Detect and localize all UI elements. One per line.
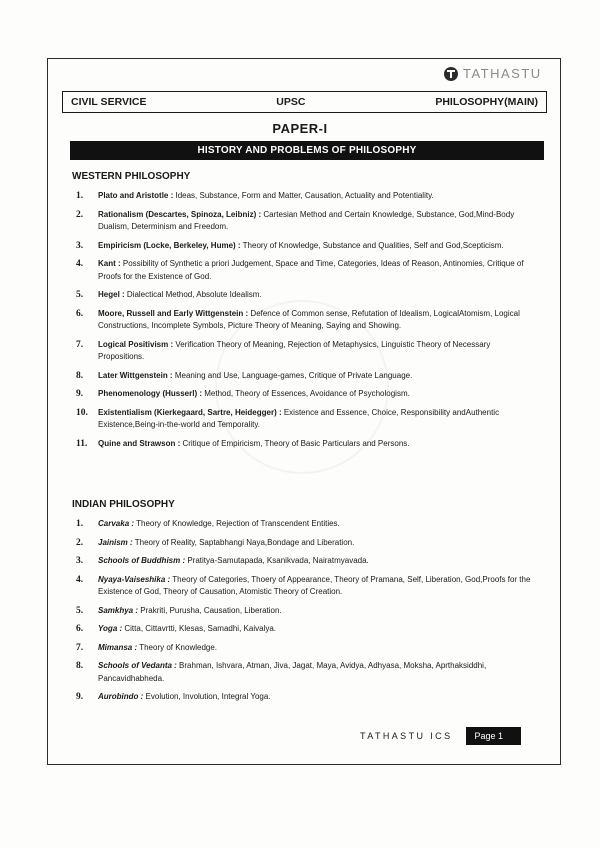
item-number: 9. (76, 389, 84, 399)
indian-list-item (76, 574, 538, 599)
western-heading: WESTERN PHILOSOPHY (72, 171, 191, 182)
item-description: Possibility of Synthetic a priori Judgement, Space and Time, Categories, Ideas of Reason, Antinomies, Critique of Proofs for the Existence of God. (98, 259, 524, 281)
western-list-item (76, 190, 538, 203)
indian-list (76, 518, 538, 710)
item-body (98, 289, 538, 302)
item-description: Theory of Categories, Thoery of Appearance, Theory of Pramana, Self, Liberation, God,Proofs for the Existence of God, Theory of Causation, Atomistic Theory of Creation. (98, 574, 531, 596)
item-number: 1. (76, 191, 84, 201)
item-term: Existentialism (Kierkegaard, Sartre, Heidegger) : (98, 407, 282, 417)
indian-list-item (76, 660, 538, 685)
header-center: UPSC (276, 96, 306, 108)
item-term: Hegel : (98, 290, 125, 299)
item-description: Brahman, Ishvara, Atman, Jiva, Jagat, Maya, Avidya, Adhyasa, Moksha, Aprthaksiddhi, Pancavidhabheda. (98, 661, 487, 683)
item-description: Theory of Reality, Saptabhangi Naya,Bondage and Liberation. (132, 537, 355, 547)
western-list-item (76, 240, 538, 253)
item-body (98, 308, 538, 333)
item-number: 7. (76, 642, 84, 653)
item-term: Kant : (98, 259, 121, 268)
western-list-item (76, 407, 538, 432)
item-body (98, 258, 538, 283)
item-description: Cartesian Method and Certain Knowledge, Substance, God,Mind-Body Dualism, Determinism and Freedom. (98, 209, 515, 231)
indian-list-item (76, 518, 538, 531)
item-description: Prakriti, Purusha, Causation, Liberation. (138, 605, 282, 615)
item-description: Theory of Knowledge, Rejection of Transcendent Entities. (134, 519, 340, 528)
western-list-item (76, 370, 538, 383)
item-term: Quine and Strawson : (98, 438, 181, 448)
item-number: 7. (76, 339, 84, 350)
item-description: Citta, Cittavrtti, Klesas, Samadhi, Kaivalya. (122, 624, 276, 633)
header-right: PHILOSOPHY(MAIN) (435, 96, 538, 108)
indian-list-item (76, 642, 538, 655)
header-bar (62, 91, 547, 113)
item-number: 5. (76, 290, 84, 300)
item-number: 3. (76, 556, 84, 566)
western-list-item (76, 289, 538, 302)
item-description: Dialectical Method, Absolute Idealism. (124, 290, 262, 299)
item-term: Mimansa : (98, 642, 138, 652)
item-body (98, 660, 538, 685)
footer-brand: TATHASTU ICS (360, 731, 453, 741)
item-number: 6. (76, 308, 84, 319)
item-description: Defence of Common sense, Refutation of Idealism, LogicalAtomism, Logical Constructions, Incomplete Symbols, Picture Theory of Meaning, Saying and Showing. (98, 308, 520, 330)
item-number: 4. (76, 259, 84, 269)
item-number: 8. (76, 370, 84, 381)
item-term: Jainism : (98, 537, 133, 547)
item-number: 2. (76, 209, 84, 220)
item-number: 10. (76, 407, 88, 418)
item-body (98, 574, 538, 599)
item-number: 6. (76, 624, 84, 634)
item-number: 8. (76, 661, 84, 671)
item-term: Aurobindo : (98, 692, 144, 701)
indian-heading: INDIAN PHILOSOPHY (72, 499, 175, 510)
paper-title: PAPER-I (272, 121, 328, 136)
item-description: Existence and Essence, Choice, Responsibility andAuthentic Existence,Being-in-the-world and Temporality. (98, 407, 500, 429)
item-body (98, 240, 538, 253)
item-description: Meaning and Use, Language-games, Critique of Private Language. (172, 370, 413, 380)
indian-list-item (76, 555, 538, 568)
item-term: Samkhya : (98, 605, 139, 615)
item-body (98, 537, 538, 550)
indian-list-item (76, 623, 538, 636)
item-term: Logical Positivism : (98, 339, 174, 349)
item-body (98, 407, 538, 432)
item-body (98, 605, 538, 618)
item-description: Ideas, Substance, Form and Matter, Causation, Actuality and Potentiality. (173, 191, 434, 200)
footer (360, 727, 521, 745)
item-term: Empiricism (Locke, Berkeley, Hume) : (98, 240, 241, 250)
item-body (98, 555, 538, 568)
item-number: 2. (76, 537, 84, 548)
item-body (98, 691, 538, 704)
brand-logo (444, 66, 542, 81)
item-term: Moore, Russell and Early Wittgenstein : (98, 308, 249, 318)
tathastu-logo-icon (444, 67, 458, 81)
item-body (98, 190, 538, 203)
item-body (98, 339, 538, 364)
item-number: 5. (76, 605, 84, 616)
item-description: Pratitya-Samutapada, Ksanikvada, Nairatmyavada. (185, 556, 369, 565)
indian-list-item (76, 537, 538, 550)
item-number: 11. (76, 438, 88, 449)
item-number: 4. (76, 574, 84, 585)
item-body (98, 370, 538, 383)
item-body (98, 438, 538, 451)
item-description: Evolution, Involution, Integral Yoga. (143, 692, 271, 701)
item-number: 1. (76, 519, 84, 529)
western-list-item (76, 258, 538, 283)
indian-list-item (76, 691, 538, 704)
item-body (98, 209, 538, 234)
item-term: Schools of Buddhism : (98, 556, 186, 565)
brand-name: TATHASTU (463, 66, 542, 81)
item-description: Theory of Knowledge. (137, 642, 218, 652)
page-number-badge: Page 1 (466, 727, 521, 745)
item-term: Plato and Aristotle : (98, 191, 174, 200)
indian-list-item (76, 605, 538, 618)
item-description: Theory of Knowledge, Substance and Qualities, Self and God,Scepticism. (240, 240, 504, 250)
item-description: Method, Theory of Essences, Avoidance of Psychologism. (202, 389, 410, 398)
western-list-item (76, 209, 538, 234)
western-list-item (76, 438, 538, 451)
item-term: Carvaka : (98, 519, 135, 528)
item-term: Nyaya-Vaiseshika : (98, 574, 171, 584)
item-term: Schools of Vedanta : (98, 661, 177, 670)
item-body (98, 642, 538, 655)
western-list-item (76, 388, 538, 401)
item-term: Later Wittgenstein : (98, 370, 173, 380)
item-body (98, 518, 538, 531)
item-number: 3. (76, 240, 84, 251)
header-left: CIVIL SERVICE (71, 96, 147, 108)
item-number: 9. (76, 692, 84, 702)
western-list (76, 190, 538, 456)
western-list-item (76, 308, 538, 333)
item-description: Critique of Empiricism, Theory of Basic Particulars and Persons. (180, 438, 410, 448)
subtitle-banner: HISTORY AND PROBLEMS OF PHILOSOPHY (70, 141, 544, 160)
item-body (98, 623, 538, 636)
item-description: Verification Theory of Meaning, Rejection of Metaphysics, Linguistic Theory of Necessary Propositions. (98, 339, 491, 361)
item-term: Yoga : (98, 624, 123, 633)
item-term: Phenomenology (Husserl) : (98, 389, 203, 398)
item-term: Rationalism (Descartes, Spinoza, Leibniz) : (98, 209, 262, 219)
western-list-item (76, 339, 538, 364)
item-body (98, 388, 538, 401)
